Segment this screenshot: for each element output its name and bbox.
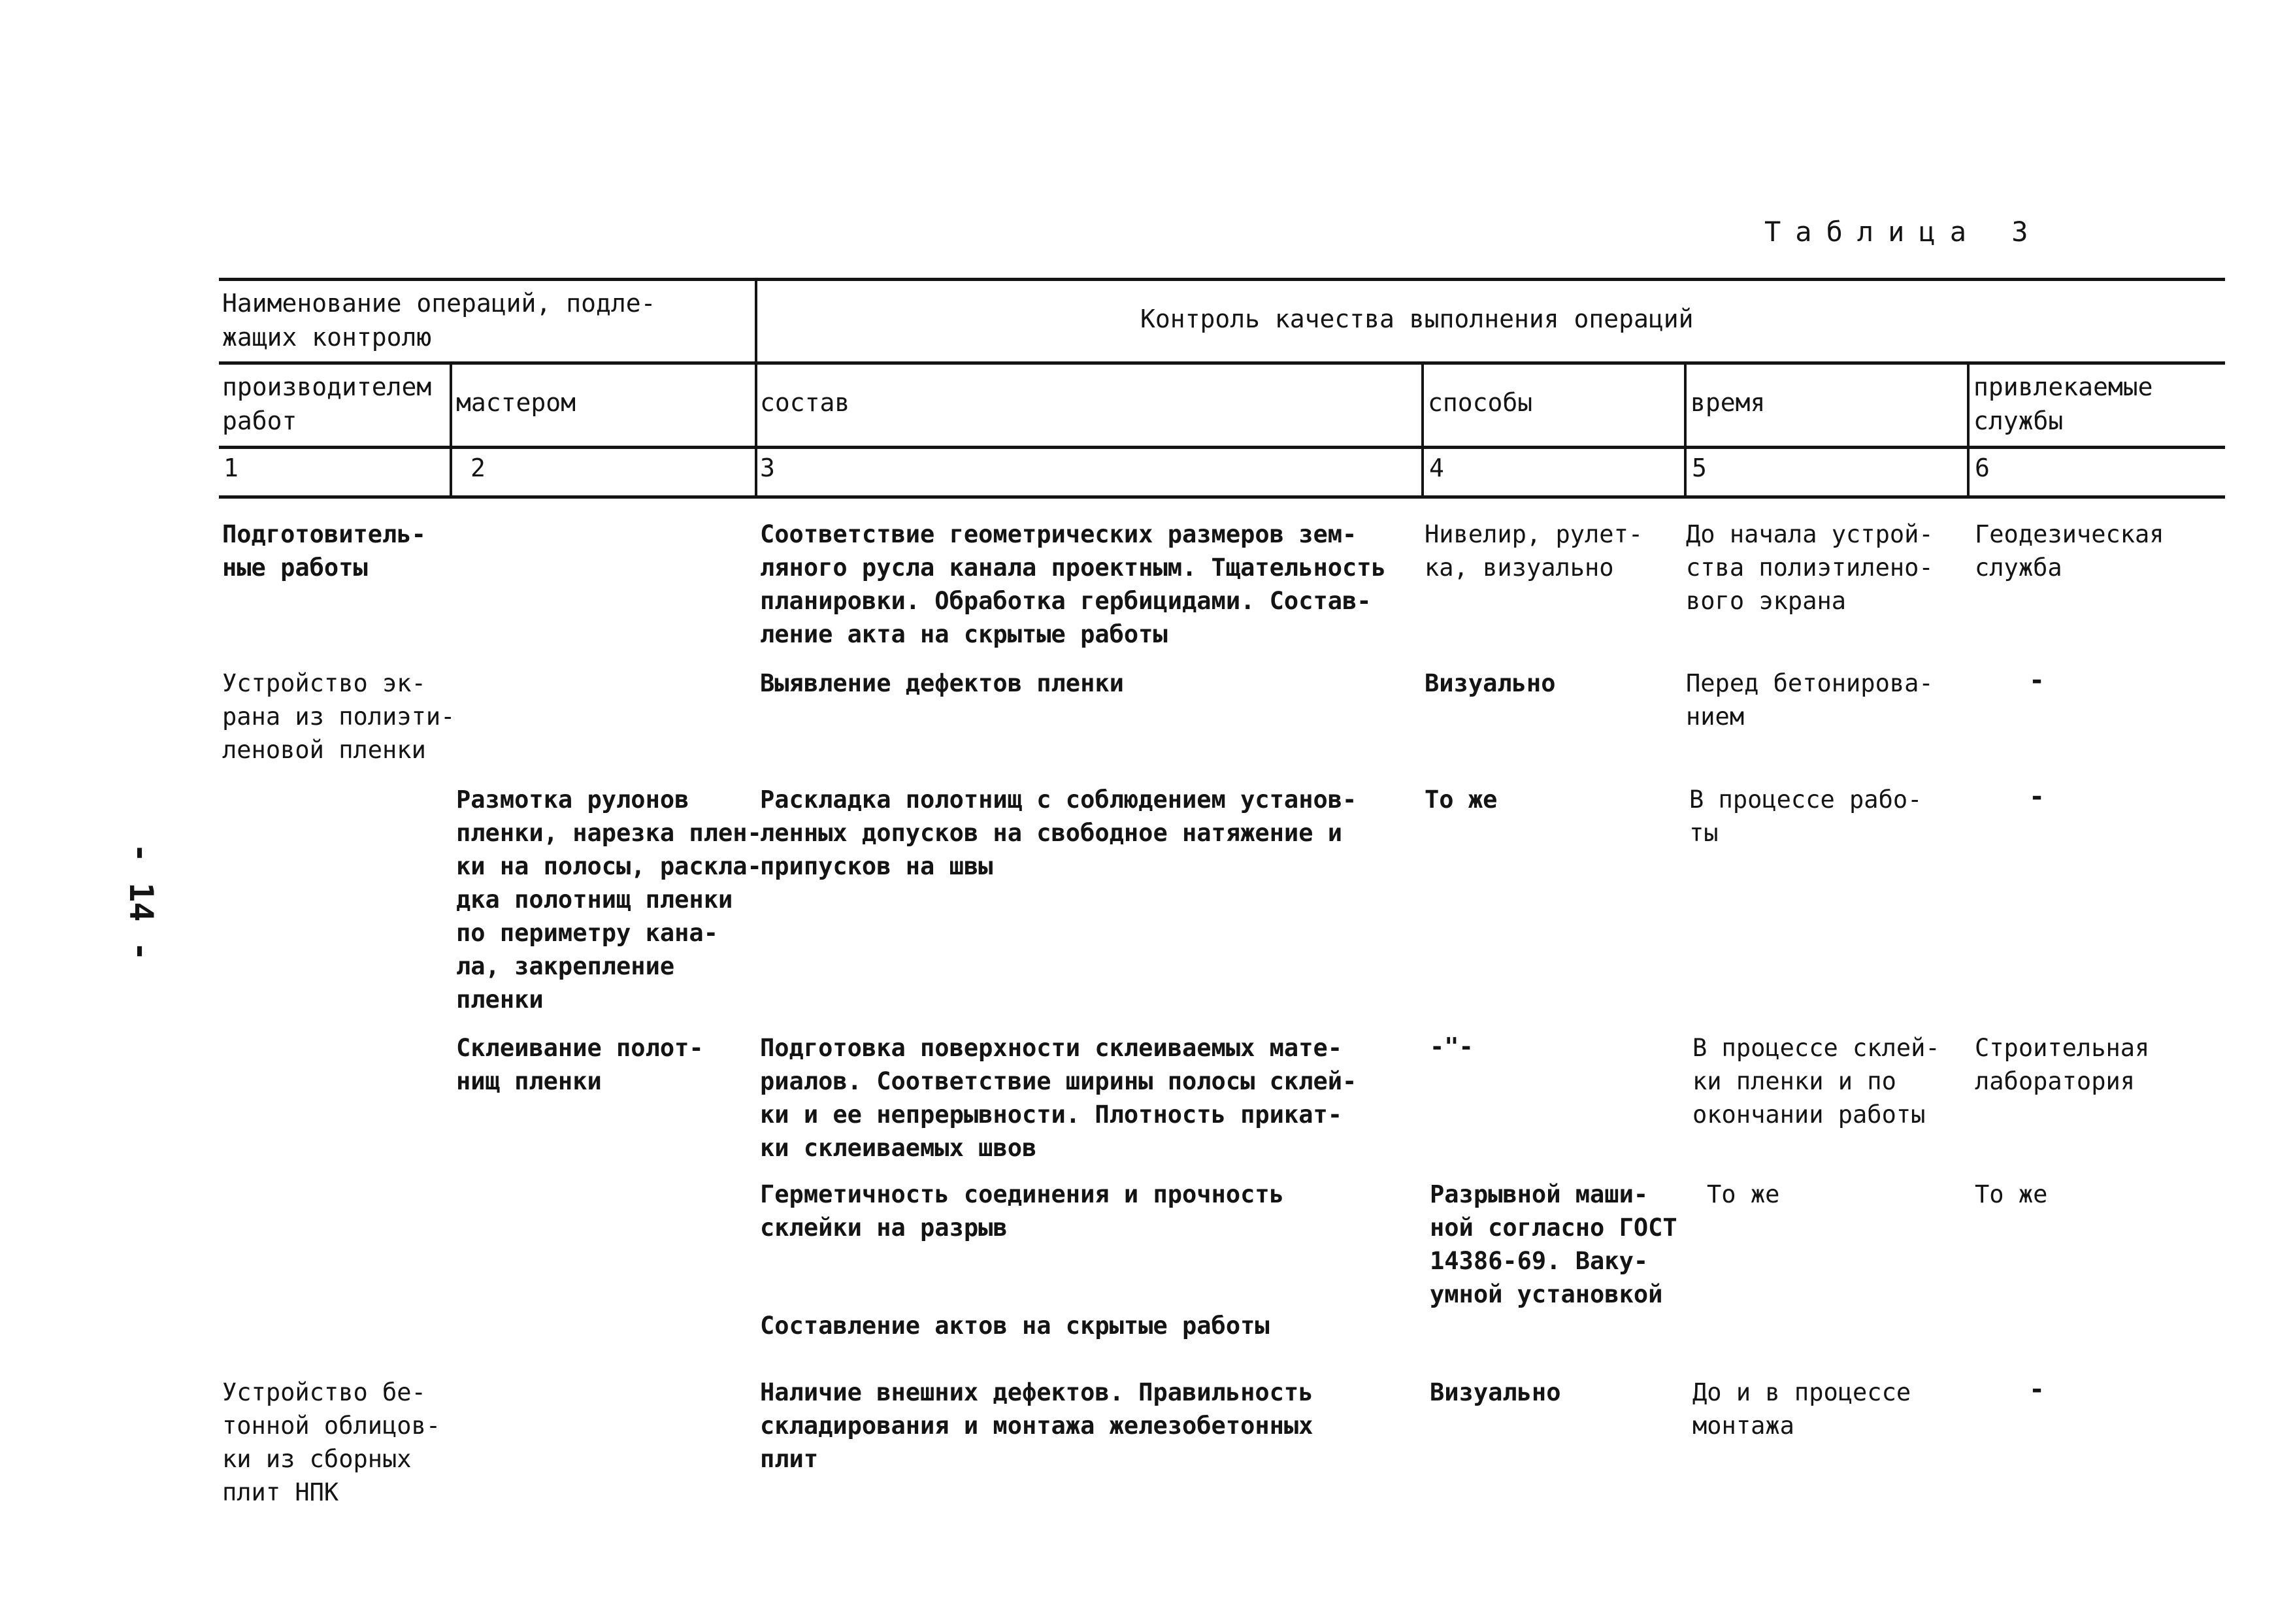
row-3-services: - <box>2029 782 2045 812</box>
row-7-services: - <box>2029 1374 2045 1404</box>
row-4-methods: -"- <box>1430 1033 1474 1061</box>
table-title: Таблица 3 <box>1764 216 2043 248</box>
col-rule-4 <box>1684 361 1687 495</box>
row-7-composition: Наличие внешних дефектов. Правильность складирования и монтажа железобетонных плит <box>760 1378 1313 1473</box>
row-2-performer: Устройство эк- рана из полиэти- леновой пленки <box>222 669 455 764</box>
header-col-methods: способы <box>1428 388 1533 417</box>
table-rule-header-1 <box>219 361 2225 365</box>
row-4-services: Строительная лаборатория <box>1975 1034 2150 1095</box>
row-2-services: - <box>2029 665 2045 695</box>
row-6-composition: Составление актов на скрытые работы <box>760 1312 1270 1340</box>
row-2-composition: Выявление дефектов пленки <box>760 669 1124 697</box>
row-1-time: До начала устрой- ства полиэтилено- вого экрана <box>1686 520 1934 615</box>
row-5-methods: Разрывной маши- ной согласно ГОСТ 14386-69. Ваку- умной установкой <box>1430 1180 1677 1308</box>
row-5-time: То же <box>1707 1180 1780 1208</box>
row-5-composition: Герметичность соединения и прочность склейки на разрыв <box>760 1180 1284 1242</box>
header-col-performer: производителем работ <box>222 373 432 435</box>
row-3-composition: Раскладка полотнищ с соблюдением установ- ленных допусков на свободное натяжение и припусков на швы <box>760 786 1357 880</box>
header-col-time: время <box>1691 388 1766 417</box>
row-7-time: До и в процессе монтажа <box>1692 1378 1911 1440</box>
table-rule-header-3 <box>219 495 2225 499</box>
col-number-3: 3 <box>760 454 775 482</box>
col-number-2: 2 <box>470 454 486 482</box>
row-7-methods: Визуально <box>1430 1378 1561 1406</box>
row-4-time: В процессе склей- ки пленки и по окончании работы <box>1692 1034 1940 1129</box>
col-rule-1 <box>755 278 757 495</box>
table-rule-header-2 <box>219 446 2225 449</box>
row-1-performer: Подготовитель- ные работы <box>222 520 426 582</box>
row-1-composition: Соответствие геометрических размеров зем- ляного русла канала проектным. Тщательность планировки. Обработка гербицидами. Состав- ление акта на скрытые работы <box>760 520 1386 648</box>
row-3-time: В процессе рабо- ты <box>1689 786 1922 847</box>
row-3-methods: То же <box>1425 786 1498 814</box>
col-number-4: 4 <box>1429 454 1444 482</box>
header-col-master: мастером <box>456 388 576 417</box>
row-1-methods: Нивелир, рулет- ка, визуально <box>1425 520 1643 582</box>
header-quality-control: Контроль качества выполнения операций <box>1140 305 1694 333</box>
header-operations: Наименование операций, подле- жащих контролю <box>222 289 656 352</box>
row-4-master: Склеивание полот- нищ пленки <box>456 1034 704 1095</box>
col-rule-2 <box>450 361 452 495</box>
page-number: - 14 - <box>122 843 160 961</box>
header-col-composition: состав <box>760 388 850 417</box>
row-2-time: Перед бетонирова- нием <box>1686 669 1934 731</box>
col-number-1: 1 <box>223 454 239 482</box>
row-2-methods: Визуально <box>1425 669 1556 697</box>
col-rule-3 <box>1421 361 1424 495</box>
row-3-master: Размотка рулонов пленки, нарезка плен- ки на полосы, раскла- дка полотнищ пленки по периметру кана- ла, закрепление пленки <box>456 786 762 1014</box>
col-rule-5 <box>1967 361 1970 495</box>
col-number-6: 6 <box>1975 454 1990 482</box>
row-7-performer: Устройство бе- тонной облицов- ки из сборных плит НПК <box>222 1378 441 1506</box>
row-4-composition: Подготовка поверхности склеиваемых мате- риалов. Соответствие ширины полосы склей- ки и ее непрерывности. Плотность прикат- ки склеиваемых швов <box>760 1034 1357 1162</box>
row-1-services: Геодезическая служба <box>1975 520 2164 582</box>
header-col-services: привлекаемые службы <box>1973 373 2153 435</box>
table-rule-top <box>219 278 2225 281</box>
row-5-services: То же <box>1975 1180 2048 1208</box>
col-number-5: 5 <box>1692 454 1707 482</box>
